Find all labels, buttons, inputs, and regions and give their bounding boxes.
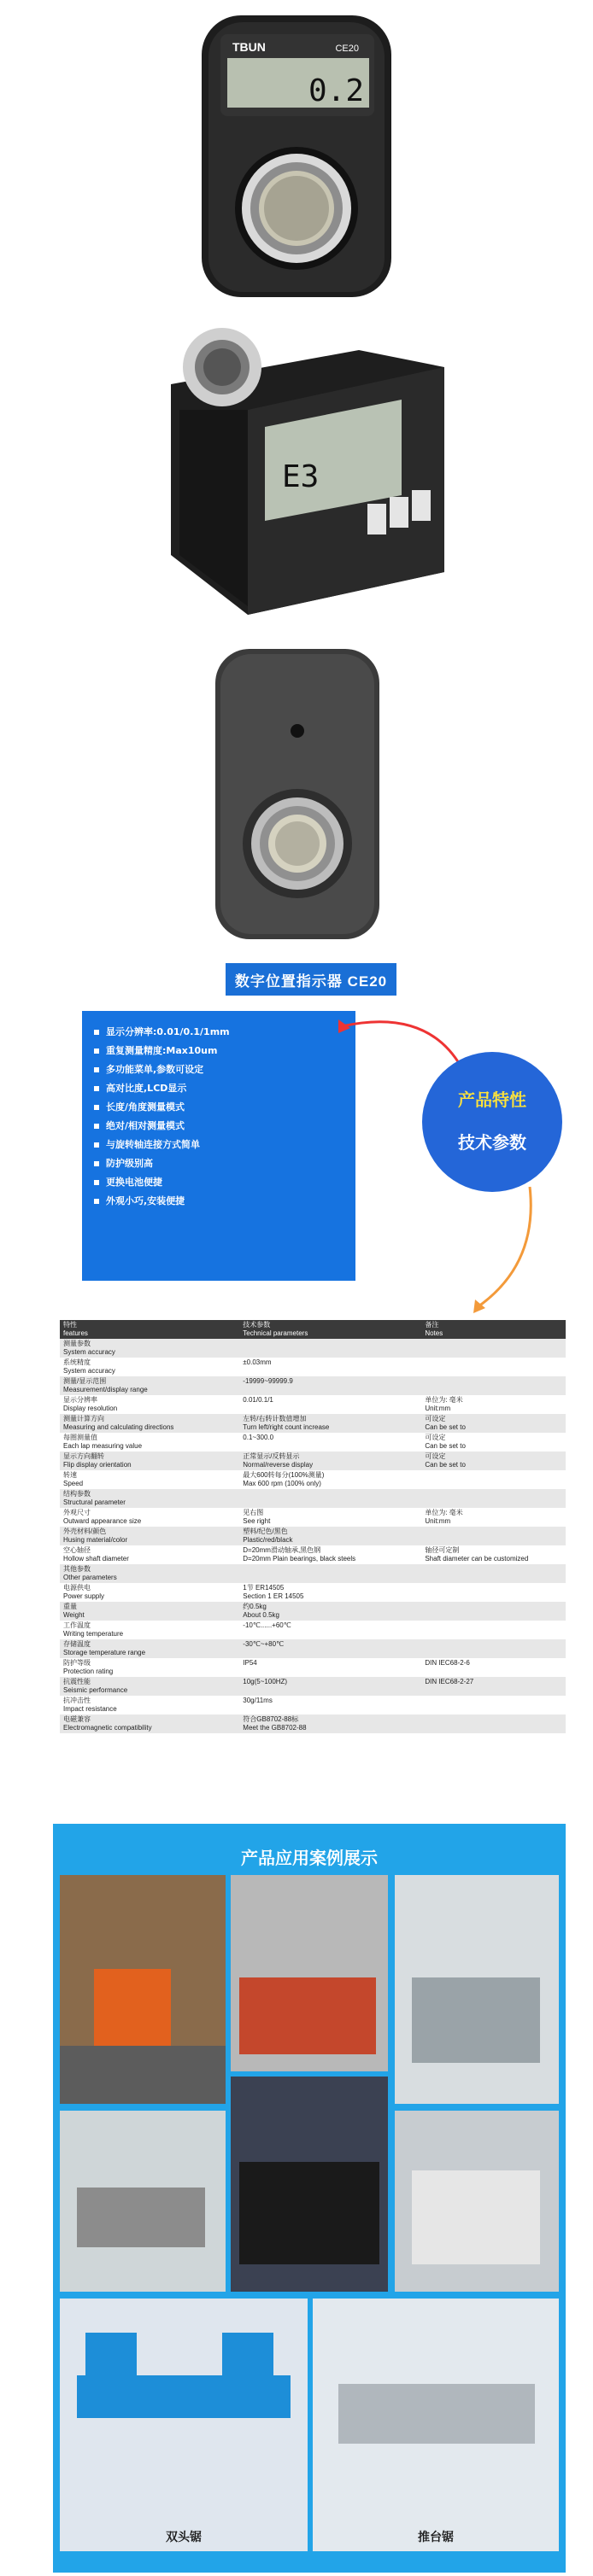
spec-row: 显示分辨率 Display resolution 0.01/0.1/1 单位为: 毫米 Unit:mm (60, 1395, 566, 1414)
red-arrow-icon (342, 1022, 461, 1067)
spec-row: 每圈测量值 Each lap measuring value 0.1~300.0 可设定 Can be set to (60, 1433, 566, 1452)
application-photo (60, 2111, 226, 2292)
feature-item: 显示分辨率:0.01/0.1/1mm (94, 1023, 355, 1042)
sliding-table-saw-photo (313, 2299, 559, 2551)
application-photo (395, 2111, 559, 2292)
device-brand: TBUN (232, 40, 266, 54)
badge-params-label: 技术参数 (458, 1132, 526, 1153)
spec-row: 电磁兼容 Electromagnetic compatibility 符合GB8702-88标 Meet the GB8702-88 (60, 1714, 566, 1733)
device-back-photo (0, 632, 593, 948)
device-perspective-photo (0, 316, 593, 632)
spec-table (60, 1320, 566, 1733)
spec-row: 外壳材料/颜色 Husing material/color 塑料/纪色/黑色 Plastic/red/black (60, 1527, 566, 1545)
feature-badge (422, 1052, 562, 1192)
application-section (53, 1824, 566, 2573)
double-head-saw-label: 双头锯 (166, 2531, 202, 2544)
double-head-saw-photo (60, 2299, 308, 2551)
spec-row: 存储温度 Storage temperature range -30℃~+80℃ (60, 1639, 566, 1658)
feature-item: 外观小巧,安装便捷 (94, 1192, 355, 1211)
spec-row: 工作温度 Writing temperature -10℃......+60℃ (60, 1621, 566, 1639)
spec-row: 测量计算方向 Measuring and calculating directions 左转/右转计数值增加 Turn left/right count increase 可设定 Can be set to (60, 1414, 566, 1433)
device-lcd-value: 0.2 (308, 73, 364, 108)
spec-table-header: 特性 features 技术参数 Technical parameters 备注 Notes (60, 1320, 566, 1339)
spec-row: 重量 Weight 约0.5kg About 0.5kg (60, 1602, 566, 1621)
feature-item: 长度/角度测量模式 (94, 1098, 355, 1117)
application-title: 产品应用案例展示 (241, 1848, 378, 1868)
application-photo (395, 1875, 559, 2104)
device-front-photo (0, 0, 593, 316)
badge-features-label: 产品特性 (458, 1089, 526, 1110)
spec-row: 系统精度 System accuracy ±0.03mm (60, 1358, 566, 1376)
svg-text:E3: E3 (282, 459, 320, 494)
spec-row: 结构参数 Structural parameter (60, 1489, 566, 1508)
spec-row: 转速 Speed 最大600转每分(100%测量) Max 600 rpm (100% only) (60, 1470, 566, 1489)
sliding-table-saw-label: 推台锯 (418, 2531, 454, 2544)
spec-row: 测量/显示范围 Measurement/display range -19999~99999.9 (60, 1376, 566, 1395)
spec-row: 外观尺寸 Outward appearance size 见右图 See right 单位为: 毫米 Unit:mm (60, 1508, 566, 1527)
feature-item: 绝对/相对测量模式 (94, 1117, 355, 1136)
device-model: CE20 (335, 44, 359, 54)
feature-item: 高对比度,LCD显示 (94, 1079, 355, 1098)
spec-row: 抗冲击性 Impact resistance 30g/11ms (60, 1696, 566, 1714)
feature-item: 与旋转轴连接方式简单 (94, 1136, 355, 1154)
feature-item: 重复测量精度:Max10um (94, 1042, 355, 1060)
application-photo (231, 2077, 388, 2292)
spec-row: 空心轴径 Hollow shaft diameter D=20mm滑动轴承,黑色钢 D=20mm Plain bearings, black steels 轴径可定制 Shaft diameter can be customized (60, 1545, 566, 1564)
spec-row: 电源供电 Power supply 1节 ER14505 Section 1 ER 14505 (60, 1583, 566, 1602)
application-photo (231, 1875, 388, 2071)
spec-row: 防护等级 Protection rating IP54 DIN IEC68-2-6 (60, 1658, 566, 1677)
feature-item: 更换电池便捷 (94, 1173, 355, 1192)
orange-arrow-icon (479, 1187, 531, 1306)
spec-row: 抗震性能 Seismic performance 10g(5~100HZ) DIN IEC68-2-27 (60, 1677, 566, 1696)
spec-row: 测量参数 System accuracy (60, 1339, 566, 1358)
spec-row: 其他参数 Other parameters (60, 1564, 566, 1583)
feature-item: 防护级别高 (94, 1154, 355, 1173)
feature-item: 多功能菜单,参数可设定 (94, 1060, 355, 1079)
spec-row: 显示方向翻转 Flip display orientation 正常显示/反转显示 Normal/reverse display 可设定 Can be set to (60, 1452, 566, 1470)
product-title-banner (226, 963, 396, 996)
product-title: 数字位置指示器 CE20 (234, 973, 388, 990)
application-photo (60, 1875, 226, 2104)
